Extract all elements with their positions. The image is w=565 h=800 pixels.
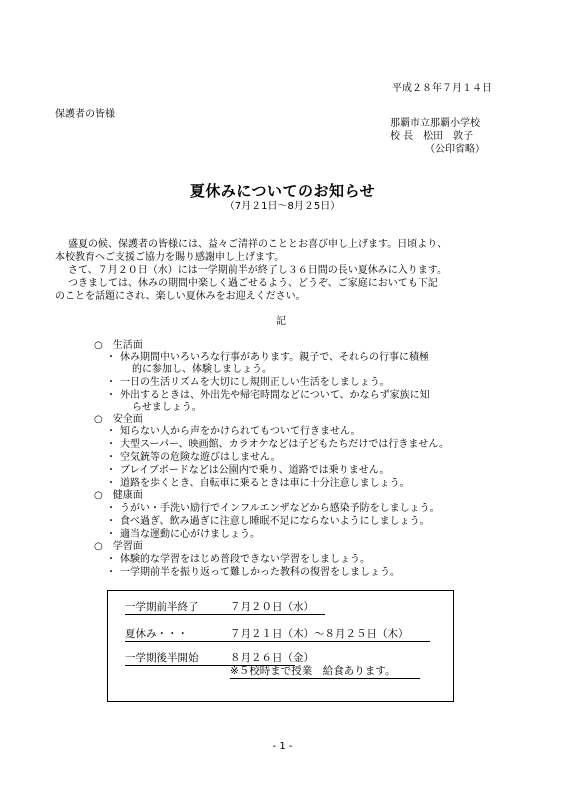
body-line-2: 本校教育へご支援ご協力を賜り感謝申し上げます。	[55, 252, 285, 263]
section-heading-safety: ○ 安全面	[94, 414, 143, 425]
list-item-continuation: 的に参加し、体験しましょう。	[132, 364, 272, 375]
body-line-1: 盛夏の候、保護者の皆様には、益々ご清祥のこととお喜び申し上げます。日頃より、	[68, 239, 448, 250]
principal-name: 校 長 松田 敦子	[390, 131, 474, 142]
bullet: ・	[106, 567, 116, 578]
bullet: ・	[106, 503, 116, 514]
bullet: ・	[106, 352, 116, 363]
schedule-value-summer: ７月２１日（木）～８月２５日（木）	[230, 628, 409, 640]
seal-note: （公印省略）	[425, 144, 485, 155]
bullet: ・	[106, 452, 116, 463]
school-name: 那覇市立那覇小学校	[390, 118, 480, 129]
schedule-value-term-end: ７月２０日（水）	[230, 601, 314, 613]
ki-label: 記	[276, 316, 286, 327]
list-item: 体験的な学習をはじめ普段できない学習をしましょう。	[120, 554, 370, 565]
schedule-note: ※５校時まで授業 給食あります。	[230, 665, 396, 677]
schedule-label-term-end: 一学期前半終了	[125, 601, 199, 613]
schedule-value-term-start: ８月２６日（金）	[230, 652, 314, 664]
underline	[125, 614, 325, 615]
bullet: ・	[106, 439, 116, 450]
list-item: 道路を歩くとき、自転車に乗るときは車に十分注意しましょう。	[120, 478, 410, 489]
bullet: ・	[106, 426, 116, 437]
page-number: - 1 -	[272, 741, 293, 752]
bullet: ・	[106, 390, 116, 401]
list-item: 知らない人から声をかけられてもついて行きません。	[120, 426, 361, 437]
page-subtitle: （7月２1日～8月２5日）	[224, 201, 341, 212]
bullet: ・	[106, 516, 116, 527]
list-item: 空気銃等の危険な遊びはしません。	[120, 452, 281, 463]
page-title: 夏休みについてのお知らせ	[189, 182, 376, 200]
bullet: ・	[106, 554, 116, 565]
addressee: 保護者の皆様	[55, 109, 115, 120]
bullet: ・	[106, 478, 116, 489]
list-item: 大型スーパー、映画館、カラオケなどは子どもたちだけでは行きません。	[120, 439, 449, 450]
list-item: 外出するときは、外出先や帰宅時間などについて、かならず家族に知	[120, 390, 430, 401]
list-item: うがい・手洗い励行でインフルエンザなどから感染予防をしましょう。	[120, 503, 440, 514]
issue-date: 平成２８年７月１４日	[392, 83, 492, 94]
list-item: 一学期前半を振り返って難しかった教科の復習をしましょう。	[120, 567, 400, 578]
list-item: 適当な運動に心がけましょう。	[120, 529, 260, 540]
section-heading-life: ○ 生活面	[94, 340, 143, 351]
underline	[125, 641, 430, 642]
list-item: 食べ過ぎ、飲み過ぎに注意し睡眠不足にならないようにしましょう。	[120, 516, 430, 527]
body-line-3: さて、７月２０日（水）には一学期前半が終了し３６日間の長い夏休みに入ります。	[68, 265, 447, 276]
list-item: 一日の生活リズムを大切にし規則正しい生活をしましょう。	[120, 377, 390, 388]
body-line-4: つきましては、休みの期間中楽しく過ごせるよう、どうぞ、ご家庭においても下記	[68, 278, 438, 289]
bullet: ・	[106, 465, 116, 476]
schedule-label-summer: 夏休み・・・	[125, 628, 188, 640]
list-item: 休み期間中いろいろな行事があります。親子で、それらの行事に積極	[120, 352, 429, 363]
schedule-label-term-start: 一学期後半開始	[125, 652, 199, 664]
underline	[230, 678, 420, 679]
bullet: ・	[106, 377, 116, 388]
section-heading-health: ○ 健康面	[94, 490, 143, 501]
list-item: ブレイブボードなどは公園内で乗り、道路では乗りません。	[120, 465, 390, 476]
section-heading-study: ○ 学習面	[94, 541, 143, 552]
list-item-continuation: らせましょう。	[132, 402, 202, 413]
bullet: ・	[106, 529, 116, 540]
body-line-5: のことを話題にされ、楽しい夏休みをお迎えください。	[55, 291, 306, 302]
